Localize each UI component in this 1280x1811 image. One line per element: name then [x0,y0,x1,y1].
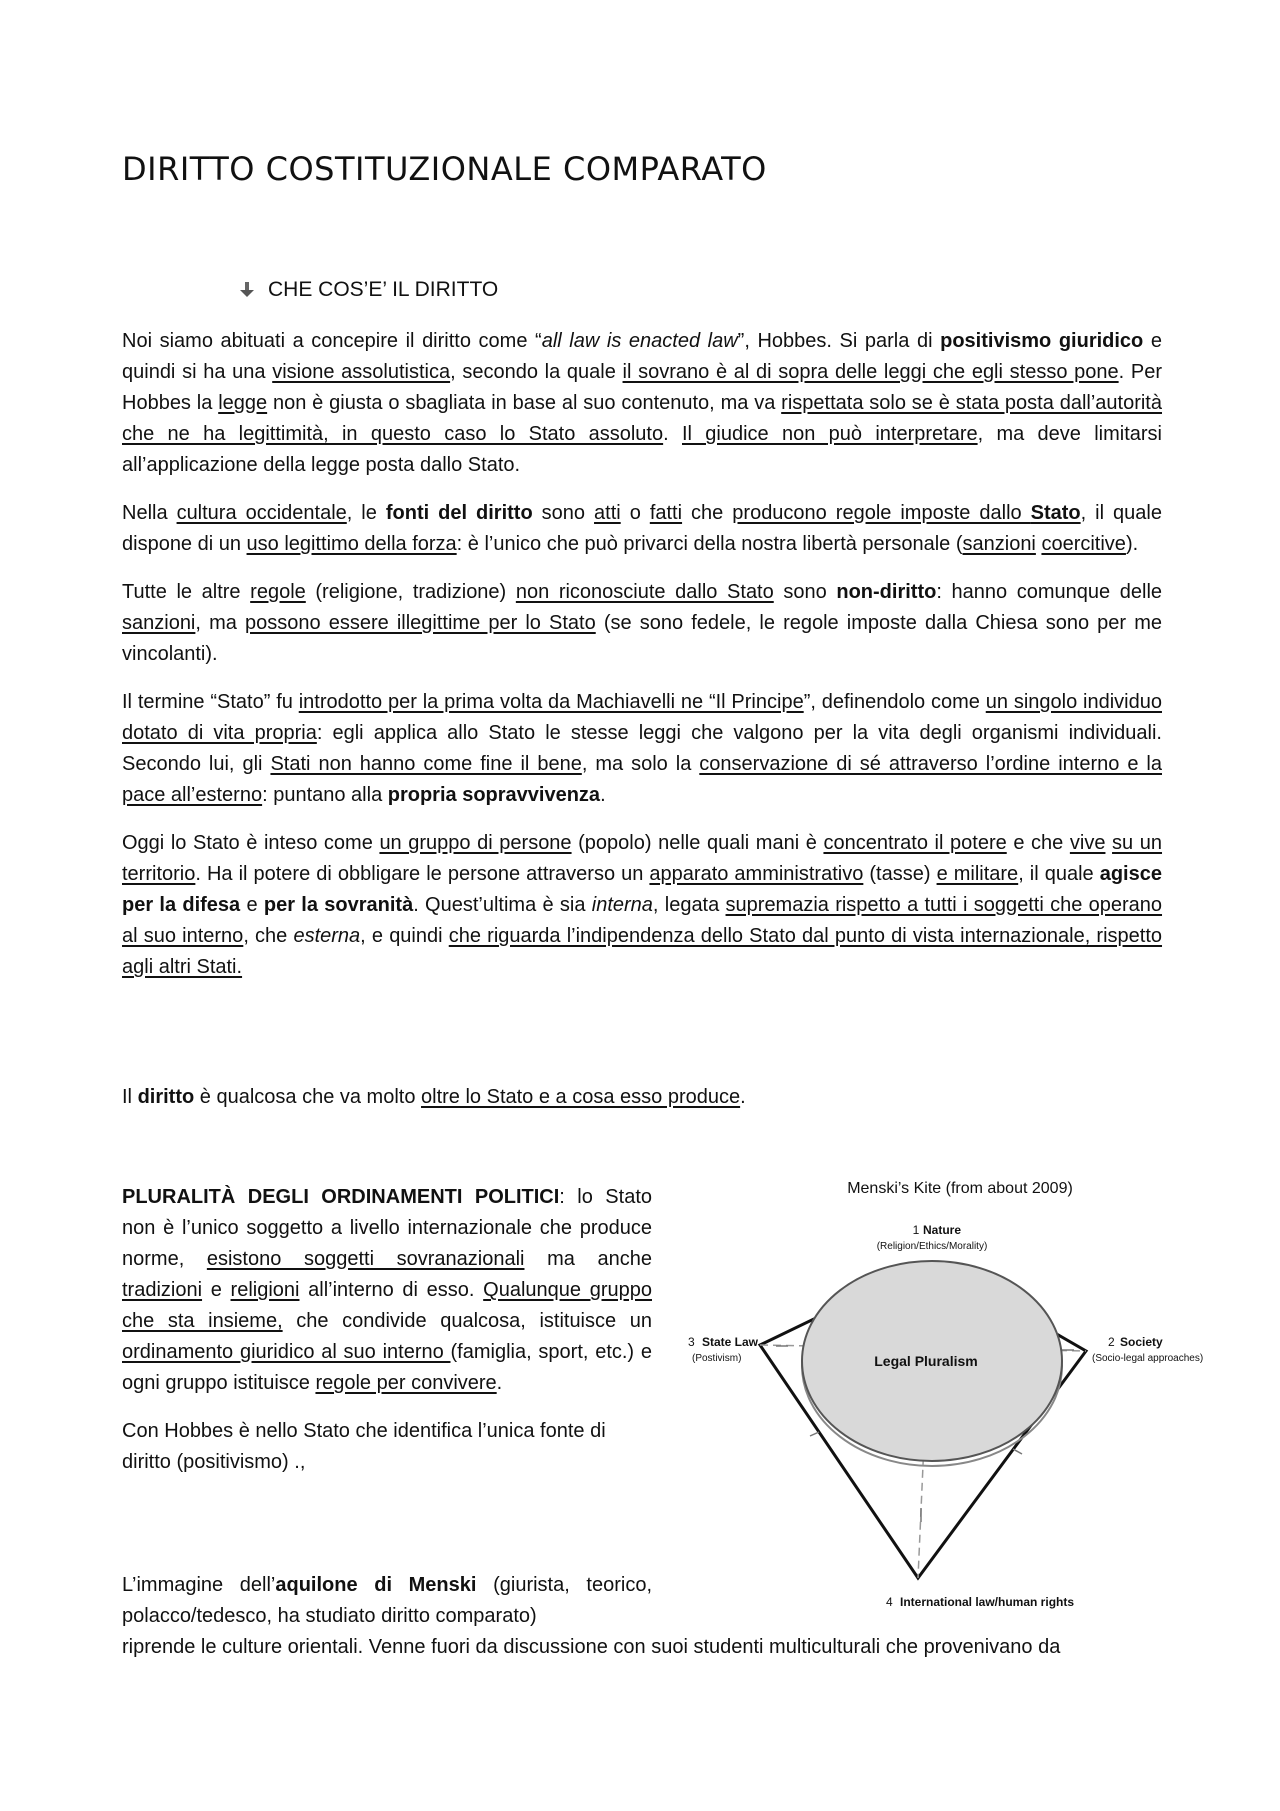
paragraph-3: Tutte le altre regole (religione, tradizione) non riconosciute dallo Stato sono non-diritto: hanno comunque delle sanzioni, ma possono essere illegittime per lo Stato (se sono fedele, le regole imposte dalla Chiesa sono per me vincolanti). [122,581,1163,665]
node-1-label: Nature [922,1223,962,1237]
arrow-down-bullet-icon [240,282,254,298]
section-heading [240,278,498,302]
node-3-sub: (Postivism) [692,1353,742,1364]
menski-paragraph-continued: riprende le culture orientali. Venne fuori da discussione con suoi studenti multiculturali che provenivano da [122,1636,1061,1658]
section-heading-label: CHE COS’E’ IL DIRITTO [268,278,499,301]
node-4-label: International law/human rights [900,1595,1075,1609]
kite-title: Menski’s Kite (from about 2009) [847,1180,1073,1197]
node-1-number: 1 [912,1223,920,1237]
hobbes-paragraph: Con Hobbes è nello Stato che identifica l’unica fonte di diritto (positivismo) ., [122,1420,606,1473]
pluralism-paragraph: PLURALITÀ DEGLI ORDINAMENTI POLITICI: lo Stato non è l’unico soggetto a livello internazionale che produce norme, esistono soggetti sovranazionali ma anche tradizioni e religioni all’interno di esso. Qualunque gruppo che sta insieme, che condivide qualcosa, istituisce un ordinamento giuridico al suo interno (famiglia, sport, etc.) e ogni gruppo istituisce regole per convivere. [122,1186,652,1394]
paragraph-1: Noi siamo abituati a concepire il diritto come “all law is enacted law”, Hobbes. Si parla di positivismo giuridico e quindi si ha una visione assolutistica, secondo la quale il sovrano è al di sopra delle leggi che egli stesso pone. Per Hobbes la legge non è giusta o sbagliata in base al suo contenuto, ma va rispettata solo se è stata posta dall’autorità che ne ha legittimità, in questo caso lo Stato assoluto. Il giudice non può interpretare, ma deve limitarsi all’applicazione della legge posta dallo Stato. [122,330,1163,476]
node-1-sub: (Religion/Ethics/Morality) [876,1241,988,1252]
node-2-number: 2 [1108,1335,1115,1349]
document-title: DIRITTO COSTITUZIONALE COMPARATO [122,150,767,188]
node-4-number: 4 [886,1595,893,1609]
node-2-label: Society [1120,1335,1163,1349]
legal-pluralism-label: Legal Pluralism [874,1353,978,1369]
paragraph-4: Il termine “Stato” fu introdotto per la prima volta da Machiavelli ne “Il Principe”, definendolo come un singolo individuo dotato di vita propria: egli applica allo Stato le stesse leggi che valgono per la vita degli organismi individuali. Secondo lui, gli Stati non hanno come fine il bene, ma solo la conservazione di sé attraverso l’ordine interno e la pace all’esterno: puntano alla propria sopravvivenza. [122,691,1162,806]
node-2-sub: (Socio-legal approaches) [1092,1353,1204,1364]
menski-kite-diagram [680,1170,1240,1625]
menski-paragraph: L’immagine dell’aquilone di Menski (giurista, teorico, polacco/tedesco, ha studiato diritto comparato) [122,1574,652,1627]
node-3-label: State Law [702,1335,759,1349]
pluralism-column [122,1182,652,1495]
paragraph-6-block [122,1082,1162,1130]
node-3-number: 3 [688,1335,695,1349]
paragraph-6: Il diritto è qualcosa che va molto oltre lo Stato e a cosa esso produce. [122,1086,746,1108]
paragraph-2: Nella cultura occidentale, le fonti del diritto sono atti o fatti che producono regole imposte dallo Stato, il quale dispone di un uso legittimo della forza: è l’unico che può privarci della nostra libertà personale (sanzioni coercitive). [122,502,1162,555]
main-body [122,326,1162,1000]
paragraph-5: Oggi lo Stato è inteso come un gruppo di persone (popolo) nelle quali mani è concentrato il potere e che vive su un territorio. Ha il potere di obbligare le persone attraverso un apparato amministrativo (tasse) e militare, il quale agisce per la difesa e per la sovranità. Quest’ultima è sia interna, legata supremazia rispetto a tutti i soggetti che operano al suo interno, che esterna, e quindi che riguarda l’indipendenza dello Stato dal punto di vista internazionale, rispetto agli altri Stati. [122,832,1163,978]
